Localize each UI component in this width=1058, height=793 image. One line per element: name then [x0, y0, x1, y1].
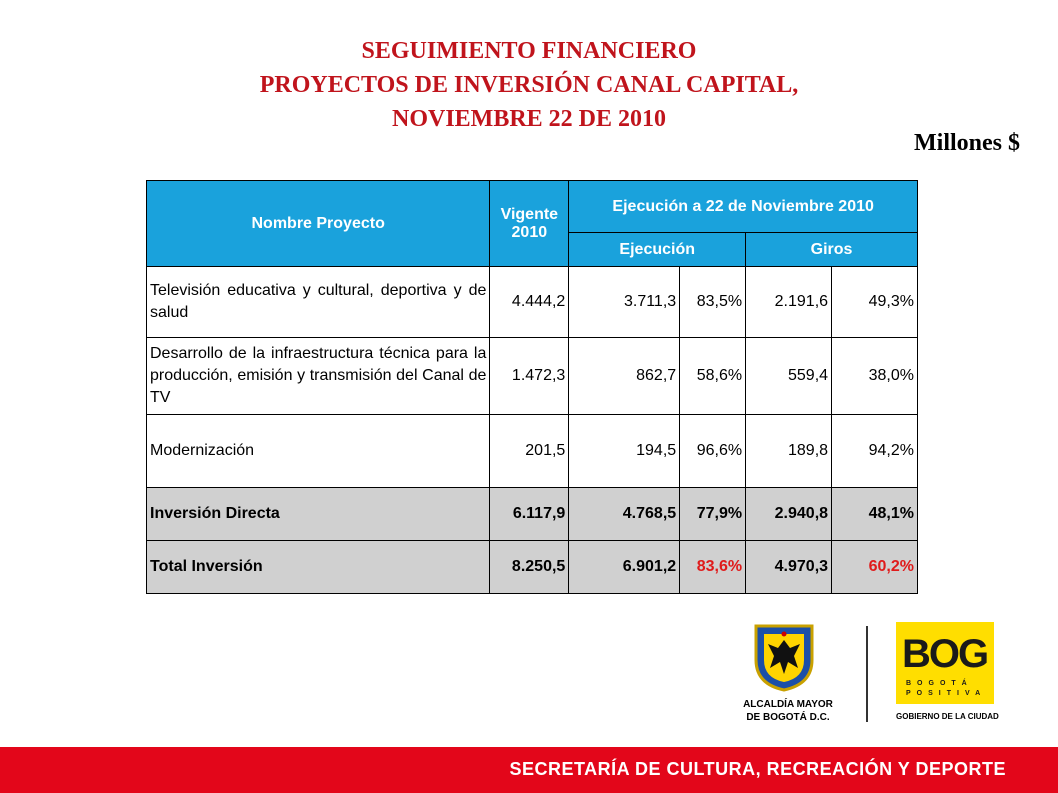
row-giros-pct: 38,0%: [832, 338, 918, 415]
directa-ejecucion: 4.768,5: [569, 488, 680, 541]
row-ejecucion: 862,7: [569, 338, 680, 415]
bog-positiva: POSITIVA: [906, 690, 987, 697]
directa-giros-pct: 48,1%: [832, 488, 918, 541]
units-label: Millones $: [914, 130, 1020, 156]
table-row: [147, 415, 918, 488]
logo-divider: [866, 626, 868, 722]
directa-giros: 2.940,8: [746, 488, 832, 541]
header-vigente: Vigente 2010: [490, 181, 569, 267]
row-ejecucion-pct: 83,5%: [680, 267, 746, 338]
total-giros-pct: 60,2%: [832, 541, 918, 594]
total-vigente: 8.250,5: [490, 541, 569, 594]
footer-text: SECRETARÍA DE CULTURA, RECREACIÓN Y DEPORTE: [509, 759, 1006, 779]
row-giros-pct: 49,3%: [832, 267, 918, 338]
header-ejecucion: Ejecución: [569, 233, 746, 267]
total-ejecucion-pct: 83,6%: [680, 541, 746, 594]
footer-bar: [0, 747, 1058, 793]
row-ejecucion: 194,5: [569, 415, 680, 488]
directa-vigente: 6.117,9: [490, 488, 569, 541]
bog-word: BOG: [902, 632, 988, 676]
title-line-1: SEGUIMIENTO FINANCIERO: [361, 38, 697, 64]
alcaldia-logo: [728, 620, 848, 730]
total-row: [147, 541, 918, 594]
subtotal-row: [147, 488, 918, 541]
row-ejecucion: 3.711,3: [569, 267, 680, 338]
header-name: Nombre Proyecto: [147, 181, 490, 267]
row-vigente: 4.444,2: [490, 267, 569, 338]
row-ejecucion-pct: 96,6%: [680, 415, 746, 488]
alcaldia-text: [728, 698, 848, 724]
row-name: Televisión educativa y cultural, deportiva y de salud: [147, 267, 490, 338]
row-giros: 559,4: [746, 338, 832, 415]
row-vigente: 1.472,3: [490, 338, 569, 415]
row-giros: 2.191,6: [746, 267, 832, 338]
gobierno-text: GOBIERNO DE LA CIUDAD: [896, 712, 999, 721]
bogota-shield-icon: [754, 624, 814, 692]
alcaldia-line-2: DE BOGOTÁ D.C.: [746, 712, 830, 723]
page-title: [0, 34, 1058, 136]
table-row: [147, 267, 918, 338]
row-name: Desarrollo de la infraestructura técnica para la producción, emisión y transmisión del Canal de TV: [147, 338, 490, 415]
bog-city: BOGOTÁ: [906, 680, 973, 687]
title-line-2: PROYECTOS DE INVERSIÓN CANAL CAPITAL,: [259, 72, 799, 98]
header-ejecucion-group: Ejecución a 22 de Noviembre 2010: [569, 181, 918, 233]
total-ejecucion: 6.901,2: [569, 541, 680, 594]
header-giros: Giros: [746, 233, 918, 267]
bog-yellow-box: [896, 622, 994, 704]
total-giros: 4.970,3: [746, 541, 832, 594]
total-name: Total Inversión: [147, 541, 490, 594]
row-vigente: 201,5: [490, 415, 569, 488]
bogota-positiva-logo: [896, 622, 999, 724]
header-row-1: [147, 181, 918, 233]
table-row: [147, 338, 918, 415]
alcaldia-line-1: ALCALDÍA MAYOR: [743, 699, 833, 710]
row-name: Modernización: [147, 415, 490, 488]
directa-ejecucion-pct: 77,9%: [680, 488, 746, 541]
row-giros-pct: 94,2%: [832, 415, 918, 488]
financial-table: [146, 180, 918, 594]
title-line-3: NOVIEMBRE 22 DE 2010: [391, 106, 667, 132]
row-ejecucion-pct: 58,6%: [680, 338, 746, 415]
directa-name: Inversión Directa: [147, 488, 490, 541]
row-giros: 189,8: [746, 415, 832, 488]
